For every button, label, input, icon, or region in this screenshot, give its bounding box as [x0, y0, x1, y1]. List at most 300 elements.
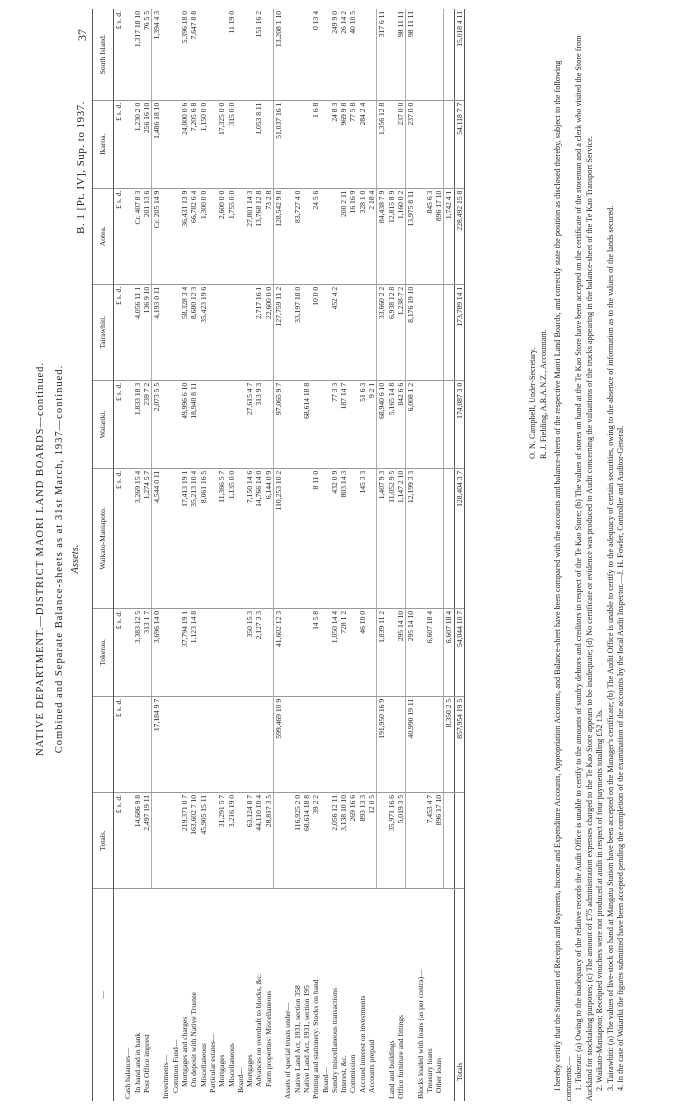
table-row — [339, 9, 348, 1101]
value-cell — [302, 696, 311, 792]
signature-block — [528, 329, 549, 459]
value-cell — [387, 696, 396, 792]
value-cell — [302, 284, 311, 380]
value-cell: 6,144 0 9 — [264, 468, 274, 608]
value-cell — [245, 696, 254, 792]
row-label: Farm properties: Miscellaneous — [263, 990, 273, 1087]
value-cell — [171, 380, 180, 468]
value-cell: 14 5 8 — [311, 608, 320, 696]
value-cell — [302, 468, 311, 608]
value-cell: 1,053 8 11 — [254, 100, 263, 188]
table-row — [133, 9, 142, 1101]
row-label: Assets of special trusts under— — [283, 1002, 293, 1099]
column-header: Waiariki. — [93, 380, 114, 468]
value-cell — [302, 188, 311, 284]
document-reference: B. 1 [Pt. IV], Sup. to 1937. — [75, 101, 87, 234]
value-cell: 17,413 19 1 — [180, 468, 189, 608]
value-cell — [321, 608, 330, 696]
value-cell — [444, 792, 454, 888]
value-cell: 17,325 0 0 — [217, 100, 226, 188]
row-label: Accrued interest on investments — [357, 995, 367, 1093]
value-cell — [387, 9, 396, 100]
value-cell — [245, 100, 254, 188]
subtotal-row — [377, 9, 387, 1101]
value-cell: 15,018 4 11 — [454, 9, 464, 100]
row-label: Mortgages and charges — [180, 1016, 190, 1087]
row-label: Post Office imprest — [141, 1034, 151, 1093]
value-cell — [358, 9, 367, 100]
value-cell: 110,253 10 2 — [274, 468, 284, 608]
value-cell: 11,366 5 7 — [217, 468, 226, 608]
value-cell — [416, 696, 425, 792]
value-cell — [171, 792, 180, 888]
value-cell: 163,602 7 10 — [189, 792, 198, 888]
value-cell: 228,492 15 8 — [454, 188, 464, 284]
value-cell: 51,037 16 1 — [274, 100, 284, 188]
value-cell — [236, 100, 245, 188]
value-cell — [123, 792, 132, 888]
row-label: Accounts prepaid — [367, 1039, 377, 1093]
value-cell — [227, 608, 236, 696]
value-cell: 969 9 8 — [339, 100, 348, 188]
value-cell: 1,356 12 8 — [377, 100, 387, 188]
value-cell: 1,160 0 2 — [396, 188, 406, 284]
value-cell — [161, 100, 170, 188]
value-cell — [321, 380, 330, 468]
value-cell: 127,759 11 2 — [274, 284, 284, 380]
value-cell: 84,438 7 9 — [377, 188, 387, 284]
value-cell — [434, 608, 444, 696]
row-label: Office furniture and fittings — [395, 1015, 405, 1099]
value-cell — [245, 9, 254, 100]
assets-table — [92, 9, 465, 1101]
value-cell: 5,019 3 5 — [396, 792, 406, 888]
value-cell — [387, 608, 396, 696]
value-cell: 27,801 14 3 — [245, 188, 254, 284]
row-label: On deposit with Native Trustee — [189, 992, 199, 1087]
value-cell — [416, 284, 425, 380]
value-cell — [189, 696, 198, 792]
value-cell: 4,193 0 11 — [152, 284, 162, 380]
value-cell — [199, 380, 208, 468]
value-cell: 2,127 3 3 — [254, 608, 263, 696]
value-cell: 13,768 12 8 — [254, 188, 263, 284]
value-cell: 3,216 19 0 — [227, 792, 236, 888]
value-cell: 313 1 7 — [142, 608, 152, 696]
table-row — [311, 9, 320, 1101]
value-cell — [311, 696, 320, 792]
signature-line: O. N. Campbell, Under-Secretary. — [528, 347, 537, 459]
units-cell: £ s. d. — [114, 284, 124, 380]
value-cell: 845 6 3 — [425, 188, 434, 284]
value-cell — [208, 380, 217, 468]
value-cell: 35,423 19 6 — [199, 284, 208, 380]
units-cell: £ s. d. — [114, 468, 124, 608]
value-cell — [367, 100, 377, 188]
value-cell: 33,660 2 2 — [377, 284, 387, 380]
row-label — [152, 889, 162, 1102]
value-cell — [416, 792, 425, 888]
value-cell: 1,742 4 1 — [444, 188, 454, 284]
value-cell: 315 0 0 — [227, 100, 236, 188]
value-cell: 22,600 0 0 — [264, 284, 274, 380]
row-label: Native Land Act, 1931, section 358 — [292, 985, 302, 1093]
value-cell: 2,497 19 11 — [142, 792, 152, 888]
value-cell: 16 16 9 — [348, 188, 357, 284]
value-cell — [236, 9, 245, 100]
value-cell — [217, 608, 226, 696]
value-cell — [425, 696, 434, 792]
table-row — [330, 9, 339, 1101]
value-cell — [321, 284, 330, 380]
value-cell: 5,165 14 8 — [387, 380, 396, 468]
value-cell — [321, 188, 330, 284]
units-cell: £ s. d. — [114, 380, 124, 468]
row-label: Treasury loans — [424, 1048, 434, 1093]
value-cell — [293, 9, 302, 100]
value-cell: 4,544 0 11 — [152, 468, 162, 608]
value-cell — [434, 380, 444, 468]
value-cell: 45,905 15 11 — [199, 792, 208, 888]
value-cell: 728 1 2 — [339, 608, 348, 696]
value-cell: 145 3 3 — [358, 468, 367, 608]
value-cell — [339, 284, 348, 380]
table-row — [396, 9, 406, 1101]
value-cell: 8,350 2 5 — [444, 696, 454, 792]
page-number: 37 — [75, 29, 89, 41]
row-label — [406, 889, 416, 1102]
value-cell — [348, 608, 357, 696]
value-cell — [123, 608, 132, 696]
row-label: Printing and stationery: Stocks on hand — [311, 979, 321, 1099]
row-label: Blocks loaded with loans (as per contra)— — [415, 969, 425, 1099]
units-cell: £ s. d. — [114, 188, 124, 284]
table-row — [189, 9, 198, 1101]
row-label: Miscellaneous — [226, 1043, 236, 1087]
value-cell: 599,469 10 9 — [274, 696, 284, 792]
value-cell: 237 0 0 — [396, 100, 406, 188]
row-label: Cash balances— — [123, 1048, 133, 1099]
table-row — [180, 9, 189, 1101]
value-cell — [330, 188, 339, 284]
column-header: Tairawhiti. — [93, 284, 114, 380]
value-cell: 26 14 2 — [339, 9, 348, 100]
subtotal-row — [444, 9, 454, 1101]
value-cell — [416, 100, 425, 188]
row-label: Board— — [235, 1066, 245, 1093]
value-cell — [199, 9, 208, 100]
row-label: Investments— — [161, 1054, 171, 1099]
subtotal-row — [406, 9, 416, 1101]
value-cell: 13,208 1 10 — [274, 9, 284, 100]
value-cell — [208, 9, 217, 100]
value-cell: 17,184 9 7 — [152, 696, 162, 792]
value-cell: 14,766 14 0 — [254, 468, 263, 608]
value-cell — [367, 468, 377, 608]
value-cell — [227, 380, 236, 468]
value-cell: 452 4 2 — [330, 284, 339, 380]
table-row — [434, 9, 444, 1101]
units-cell: £ s. d. — [114, 696, 124, 792]
table-row — [227, 9, 236, 1101]
value-cell — [161, 468, 170, 608]
totals-row — [454, 9, 464, 1101]
row-label: Particular estates— — [207, 1033, 217, 1093]
column-header — [93, 696, 114, 792]
table-row — [416, 9, 425, 1101]
value-cell: 41,602 12 3 — [274, 608, 284, 696]
value-cell — [180, 696, 189, 792]
value-cell — [227, 284, 236, 380]
value-cell: 1,839 11 2 — [377, 608, 387, 696]
value-cell: 31,291 5 7 — [217, 792, 226, 888]
value-cell: 1,833 18 3 — [133, 380, 142, 468]
row-label: Native Land Act, 1931, section 195 — [301, 985, 311, 1093]
value-cell — [227, 696, 236, 792]
value-cell — [321, 9, 330, 100]
value-cell: 1,755 0 0 — [227, 188, 236, 284]
value-cell — [367, 9, 377, 100]
value-cell — [208, 100, 217, 188]
value-cell — [208, 188, 217, 284]
value-cell — [123, 188, 132, 284]
value-cell: 317 6 11 — [377, 9, 387, 100]
column-header: Tokerau. — [93, 608, 114, 696]
value-cell — [217, 380, 226, 468]
value-cell — [454, 792, 464, 888]
value-cell: 1,300 0 0 — [199, 188, 208, 284]
table-row — [321, 9, 330, 1101]
value-cell — [416, 608, 425, 696]
value-cell — [264, 380, 274, 468]
value-cell: 1,317 18 10 — [133, 9, 142, 100]
value-cell — [377, 792, 387, 888]
value-cell — [264, 100, 274, 188]
value-cell: 239 7 2 — [142, 380, 152, 468]
value-cell: 8,176 19 10 — [406, 284, 416, 380]
value-cell — [444, 468, 454, 608]
value-cell — [171, 468, 180, 608]
row-label: Board— — [320, 1066, 330, 1093]
value-cell — [416, 9, 425, 100]
value-cell: 33,197 18 0 — [293, 284, 302, 380]
table-row — [293, 9, 302, 1101]
value-cell — [425, 380, 434, 468]
row-label: Miscellaneous — [198, 1043, 208, 1087]
value-cell: 54,044 10 7 — [454, 608, 464, 696]
value-cell — [434, 100, 444, 188]
value-cell — [236, 608, 245, 696]
table-row — [358, 9, 367, 1101]
page-title: NATIVE DEPARTMENT.—DISTRICT MAORI LAND BOARDS—continued. — [35, 361, 46, 757]
value-cell — [217, 284, 226, 380]
row-label: Interest, &c. — [339, 1055, 349, 1093]
row-label: In hand and in bank — [132, 1032, 142, 1093]
value-cell — [161, 792, 170, 888]
value-cell — [348, 380, 357, 468]
value-cell — [348, 696, 357, 792]
value-cell: 128,404 3 7 — [454, 468, 464, 608]
value-cell: 3,269 15 4 — [133, 468, 142, 608]
table-row — [171, 9, 180, 1101]
table-row — [283, 9, 292, 1101]
value-cell — [123, 380, 132, 468]
value-cell: 256 16 10 — [142, 100, 152, 188]
value-cell: 7,150 14 6 — [245, 468, 254, 608]
value-cell: 28,817 3 5 — [264, 792, 274, 888]
table-row — [142, 9, 152, 1101]
value-cell — [161, 380, 170, 468]
column-header-row — [93, 9, 114, 1101]
value-cell: 116,925 2 0 — [293, 792, 302, 888]
row-label: Mortgages — [217, 1054, 227, 1087]
value-cell: 1,394 4 3 — [152, 9, 162, 100]
value-cell — [416, 188, 425, 284]
value-cell: 58,328 3 4 — [180, 284, 189, 380]
row-label — [444, 889, 454, 1102]
value-cell: 191,950 16 9 — [377, 696, 387, 792]
value-cell: 35,213 10 4 — [189, 468, 198, 608]
value-cell — [302, 100, 311, 188]
value-cell: 9 2 1 — [367, 380, 377, 468]
value-cell — [171, 100, 180, 188]
value-cell: 1,147 2 10 — [396, 468, 406, 608]
footnote-paragraph: 4. In the case of Waiariki the figures submitted have been accepted pending the completion of the examination of the accounts by the local Audit Inspector.—J. H. Fowler, Controller and Auditor-General. — [616, 425, 625, 1091]
signature-line: R. J. Fielding, A.R.A.N.Z., Accountant. — [538, 329, 548, 459]
value-cell — [123, 468, 132, 608]
value-cell — [283, 696, 292, 792]
value-cell: 6,607 18 4 — [425, 608, 434, 696]
value-cell — [425, 9, 434, 100]
value-cell — [321, 100, 330, 188]
value-cell — [396, 696, 406, 792]
value-cell — [283, 608, 292, 696]
value-cell — [171, 9, 180, 100]
value-cell: 4,056 11 1 — [133, 284, 142, 380]
value-cell — [425, 468, 434, 608]
value-cell: 98 11 11 — [396, 9, 406, 100]
row-label: Totals — [454, 889, 464, 1102]
value-cell — [348, 284, 357, 380]
section-heading: Assets. — [70, 544, 81, 574]
table-row — [236, 9, 245, 1101]
value-cell: 24 5 6 — [311, 188, 320, 284]
table-row — [387, 9, 396, 1101]
value-cell — [311, 380, 320, 468]
value-cell: 237 0 0 — [406, 100, 416, 188]
value-cell — [348, 468, 357, 608]
value-cell — [171, 608, 180, 696]
value-cell: 66,782 6 4 — [189, 188, 198, 284]
value-cell: 6,008 1 2 — [406, 380, 416, 468]
value-cell — [123, 9, 132, 100]
value-cell: 128,542 9 8 — [274, 188, 284, 284]
value-cell — [236, 696, 245, 792]
value-cell — [293, 100, 302, 188]
value-cell — [161, 608, 170, 696]
value-cell: 136 9 10 — [142, 284, 152, 380]
value-cell: 68,614 18 8 — [302, 792, 311, 888]
value-cell — [321, 696, 330, 792]
value-cell — [236, 380, 245, 468]
value-cell: 187 14 7 — [339, 380, 348, 468]
value-cell: 77 5 8 — [348, 100, 357, 188]
value-cell — [387, 100, 396, 188]
value-cell: 6,938 12 8 — [387, 284, 396, 380]
value-cell — [283, 284, 292, 380]
column-header: Waikato-Maniapoto. — [93, 468, 114, 608]
value-cell — [123, 100, 132, 188]
table-row — [254, 9, 263, 1101]
value-cell — [406, 792, 416, 888]
value-cell: 6,607 18 4 — [444, 608, 454, 696]
value-cell: 896 17 10 — [434, 792, 444, 888]
value-cell — [416, 468, 425, 608]
row-label: Sundry miscellaneous transactions — [329, 987, 339, 1093]
value-cell: 1,150 0 0 — [199, 100, 208, 188]
value-cell: 201 13 6 — [142, 188, 152, 284]
value-cell — [264, 696, 274, 792]
value-cell: 36,431 13 9 — [180, 188, 189, 284]
table-row — [208, 9, 217, 1101]
value-cell — [142, 696, 152, 792]
value-cell — [339, 696, 348, 792]
units-cell: £ s. d. — [114, 792, 124, 888]
value-cell: 68,614 18 8 — [302, 380, 311, 468]
value-cell — [283, 468, 292, 608]
value-cell — [444, 100, 454, 188]
value-cell: 12 0 5 — [367, 792, 377, 888]
value-cell: 2,600 0 0 — [217, 188, 226, 284]
value-cell: Cr. 205 14 9 — [152, 188, 162, 284]
value-cell — [208, 792, 217, 888]
value-cell — [236, 792, 245, 888]
value-cell — [367, 696, 377, 792]
value-cell — [236, 284, 245, 380]
value-cell: 7,647 8 8 — [189, 9, 198, 100]
value-cell: 284 2 4 — [358, 100, 367, 188]
value-cell: 200 2 11 — [339, 188, 348, 284]
value-cell — [161, 284, 170, 380]
units-row — [114, 9, 124, 1101]
value-cell: 151 16 2 — [254, 9, 263, 100]
value-cell — [444, 380, 454, 468]
row-label: Other loans — [434, 1057, 444, 1093]
footnote-paragraph: 1. Tokerau: (a) Owing to the inadequacy of the relative records the Audit Office is unable to certify to the amounts of sundry debtors and creditors in respect of the Te Kao Store; (b) The values of stores on hand at the Te Kao Store have been accepted on the certificate of the storeman and a clerk who visited the Store from Auckland for stocktaking purposes; (c) The amount of £75 administration expenses charged to the Te Kao Store appears to be inadequate; (d) No certificate or evidence was produced to Audit concerning the valuations of the trucks appearing in the balance-sheet of the Te Kao Transport Service. — [574, 35, 594, 1101]
value-cell: 13,975 8 11 — [406, 188, 416, 284]
value-cell — [358, 696, 367, 792]
value-cell: 5,396 18 0 — [180, 9, 189, 100]
value-cell — [444, 9, 454, 100]
value-cell — [283, 380, 292, 468]
value-cell: 174,087 3 0 — [454, 380, 464, 468]
row-label: Common Fund— — [170, 1039, 180, 1093]
value-cell: 54,118 7 7 — [454, 100, 464, 188]
value-cell: 2 18 4 — [367, 188, 377, 284]
row-label: Commission — [348, 1054, 358, 1093]
column-header: — — [93, 889, 114, 1102]
table-row — [161, 9, 170, 1101]
row-label: Advances on overdraft to blocks, &c. — [254, 973, 264, 1087]
units-cell: £ s. d. — [114, 608, 124, 696]
value-cell — [254, 696, 263, 792]
value-cell — [434, 284, 444, 380]
subtotal-row — [152, 9, 162, 1101]
value-cell: 249 9 0 — [330, 9, 339, 100]
value-cell — [199, 696, 208, 792]
value-cell: 76 5 5 — [142, 9, 152, 100]
value-cell — [133, 696, 142, 792]
